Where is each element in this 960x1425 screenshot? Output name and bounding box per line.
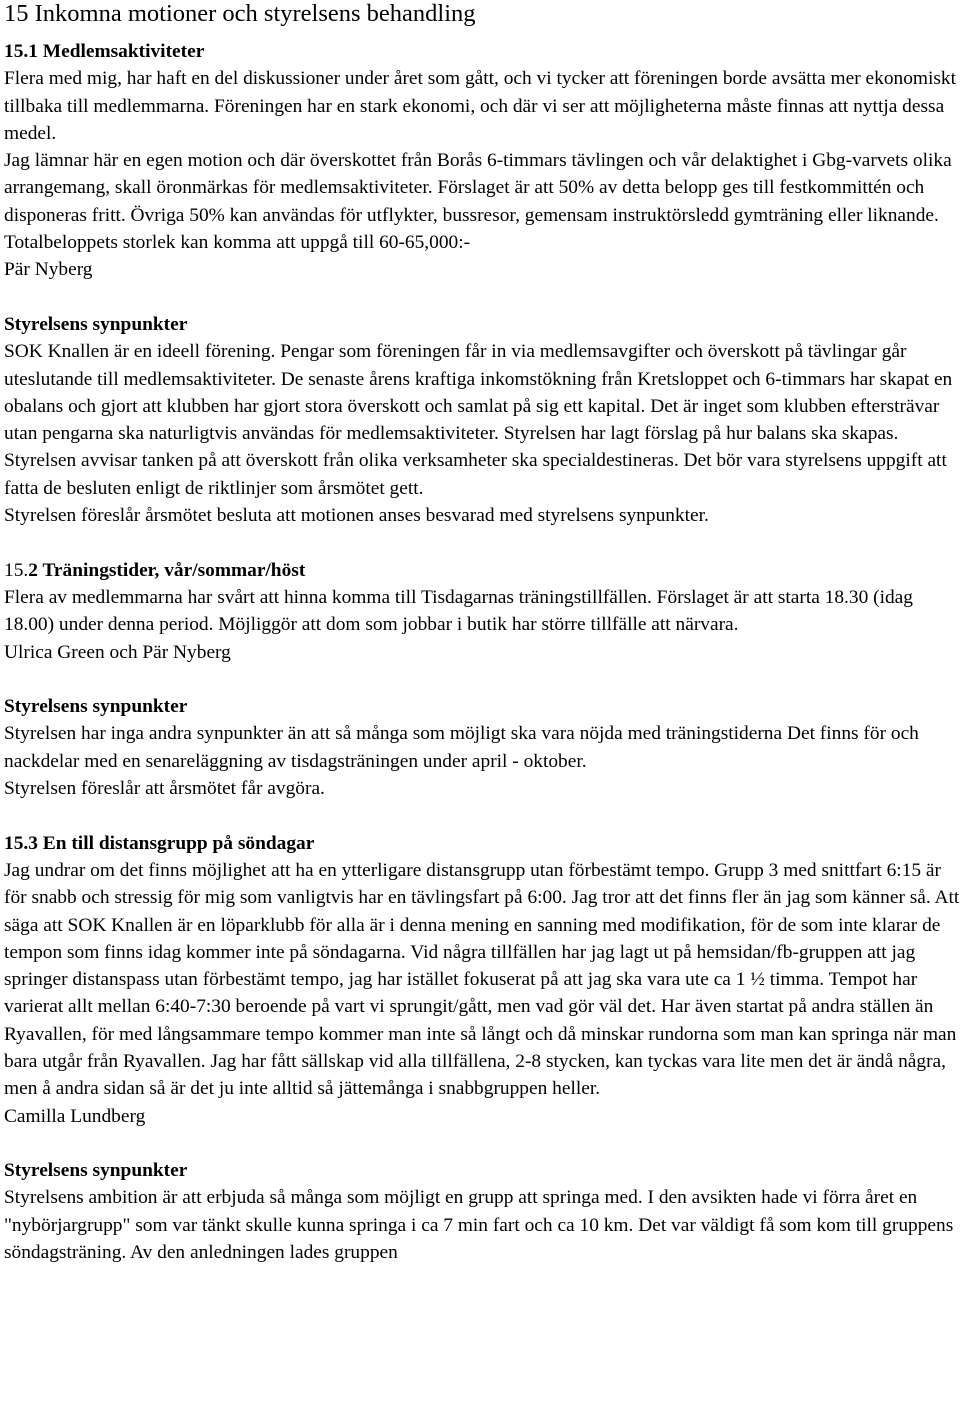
board-heading: Styrelsens synpunkter — [4, 313, 188, 335]
motion-author: Camilla Lundberg — [4, 1105, 146, 1127]
section-title: 15.1 Medlemsaktiviteter — [4, 41, 205, 62]
motion-text: Jag undrar om det finns möjlighet att ha en ytterligare distansgrupp utan förbestämt tempo. Grupp 3 med snittfart 6:15 är för snabb och stressig för mig som vanligtvis har en tävlingsfart på 6:00. Jag tror att det finns fler än jag som känner så. Att säga att SOK Knallen är en löparklubb för alla är i denna mening en sanning med modifikation, för de som inte klarar de tempon som finns idag kommer inte på söndagarna. Vid några tillfällen har jag lagt ut på hemsidan/fb-gruppen att jag springer distanspass utan förbestämt tempo, jag har istället fokuserat på att jag ska vara ute ca 1 ½ timma. Tempot har varierat allt mellan 6:40-7:30 beroende på vart vi sprungit/gått, men vad gör väl det. Har även startat på andra ställen än Ryavallen, för med långsammare tempo kommer man inte så långt och då minskar rundorna som man kan springa när man bara utgår från Ryavallen. Jag har fått sällskap vid alla tillfällena, 2-8 stycken, kan tyckas vara lite men det är ändå några, men å andra sidan så är det ju inte alltid så jättemånga i snabbgruppen heller. — [4, 859, 960, 1100]
board-text: SOK Knallen är en ideell förening. Pengar som föreningen får in via medlemsavgifter och överskott på tävlingar går uteslutande till medlemsaktiviteter. De senaste årens kraftiga inkomstökning från Kretsloppet och 6-timmars har skapat en obalans och gjort att klubben har gjort stora överskott och samlat på sig ett kapital. Det är inget som klubben eftersträvar utan pengarna ska naturligtvis användas för medlemsaktiviteter. Styrelsen har lagt förslag på hur balans ska skapas. Styrelsen avvisar tanken på att överskott från olika verksamheter ska specialdestineras. Det bör vara styrelsens uppgift att fatta de besluten enligt de riktlinjer som årsmötet gett. — [4, 341, 953, 499]
section-15-2 — [4, 557, 960, 803]
section-15-3 — [4, 830, 960, 1267]
board-text: Styrelsens ambition är att erbjuda så många som möjligt en grupp att springa med. I den avsikten hade vi förra året en "nybörjargrupp" som var tänkt skulle kunna springa i ca 7 min fart och ca 10 km. Det var väldigt få som kom till gruppens söndagsträning. Av den anledningen lades gruppen — [4, 1187, 954, 1264]
spacer — [4, 529, 960, 556]
board-heading: Styrelsens synpunkter — [4, 696, 188, 718]
spacer — [4, 284, 960, 311]
board-heading: Styrelsens synpunkter — [4, 1160, 188, 1182]
section-title-text: 2 Träningstider, vår/sommar/höst — [28, 559, 306, 581]
section-title: 15.3 En till distansgrupp på söndagar — [4, 832, 315, 854]
motion-text-2: Jag lämnar här en egen motion och där överskottet från Borås 6-timmars tävlingen och vår delaktighet i Gbg-varvets olika arrangemang, skall öronmärkas för medlemsaktiviteter. Förslaget är att 50% av detta belopp ges till festkommittén och disponeras fritt. Övriga 50% kan användas för utflykter, bussresor, gemensam instruktörsledd gymträning eller liknande. Totalbeloppets storlek kan komma att uppgå till 60-65,000:- — [4, 150, 952, 254]
motion-text: Flera med mig, har haft en del diskussioner under året som gått, och vi tycker att föreningen borde avsätta mer ekonomiskt tillbaka till medlemmarna. Föreningen har en stark ekonomi, och där vi ser att möjligheterna måste finnas att nyttja dessa medel. — [4, 68, 957, 144]
section-title — [4, 557, 960, 584]
board-text: Styrelsen har inga andra synpunkter än att så många som möjligt ska vara nöjda med träningstiderna Det finns för och nackdelar med en senareläggning av tisdagsträningen under april - oktober. — [4, 723, 919, 772]
document-heading: 15 Inkomna motioner och styrelsens behandling — [4, 0, 476, 27]
spacer — [4, 802, 960, 829]
board-proposal: Styrelsen föreslår att årsmötet får avgöra. — [4, 778, 325, 800]
motion-author: Ulrica Green och Pär Nyberg — [4, 641, 231, 663]
board-proposal: Styrelsen föreslår årsmötet besluta att motionen anses besvarad med styrelsens synpunkter. — [4, 505, 709, 527]
section-number: 15. — [4, 559, 29, 581]
spacer — [4, 1130, 960, 1157]
spacer — [4, 666, 960, 693]
motion-author: Pär Nyberg — [4, 259, 93, 281]
motion-text: Flera av medlemmarna har svårt att hinna komma till Tisdagarnas träningstillfällen. Förslaget är att starta 18.30 (idag 18.00) under denna period. Möjliggör att dom som jobbar i butik har större tillfälle att närvara. — [4, 586, 913, 636]
section-15-1 — [4, 38, 960, 529]
